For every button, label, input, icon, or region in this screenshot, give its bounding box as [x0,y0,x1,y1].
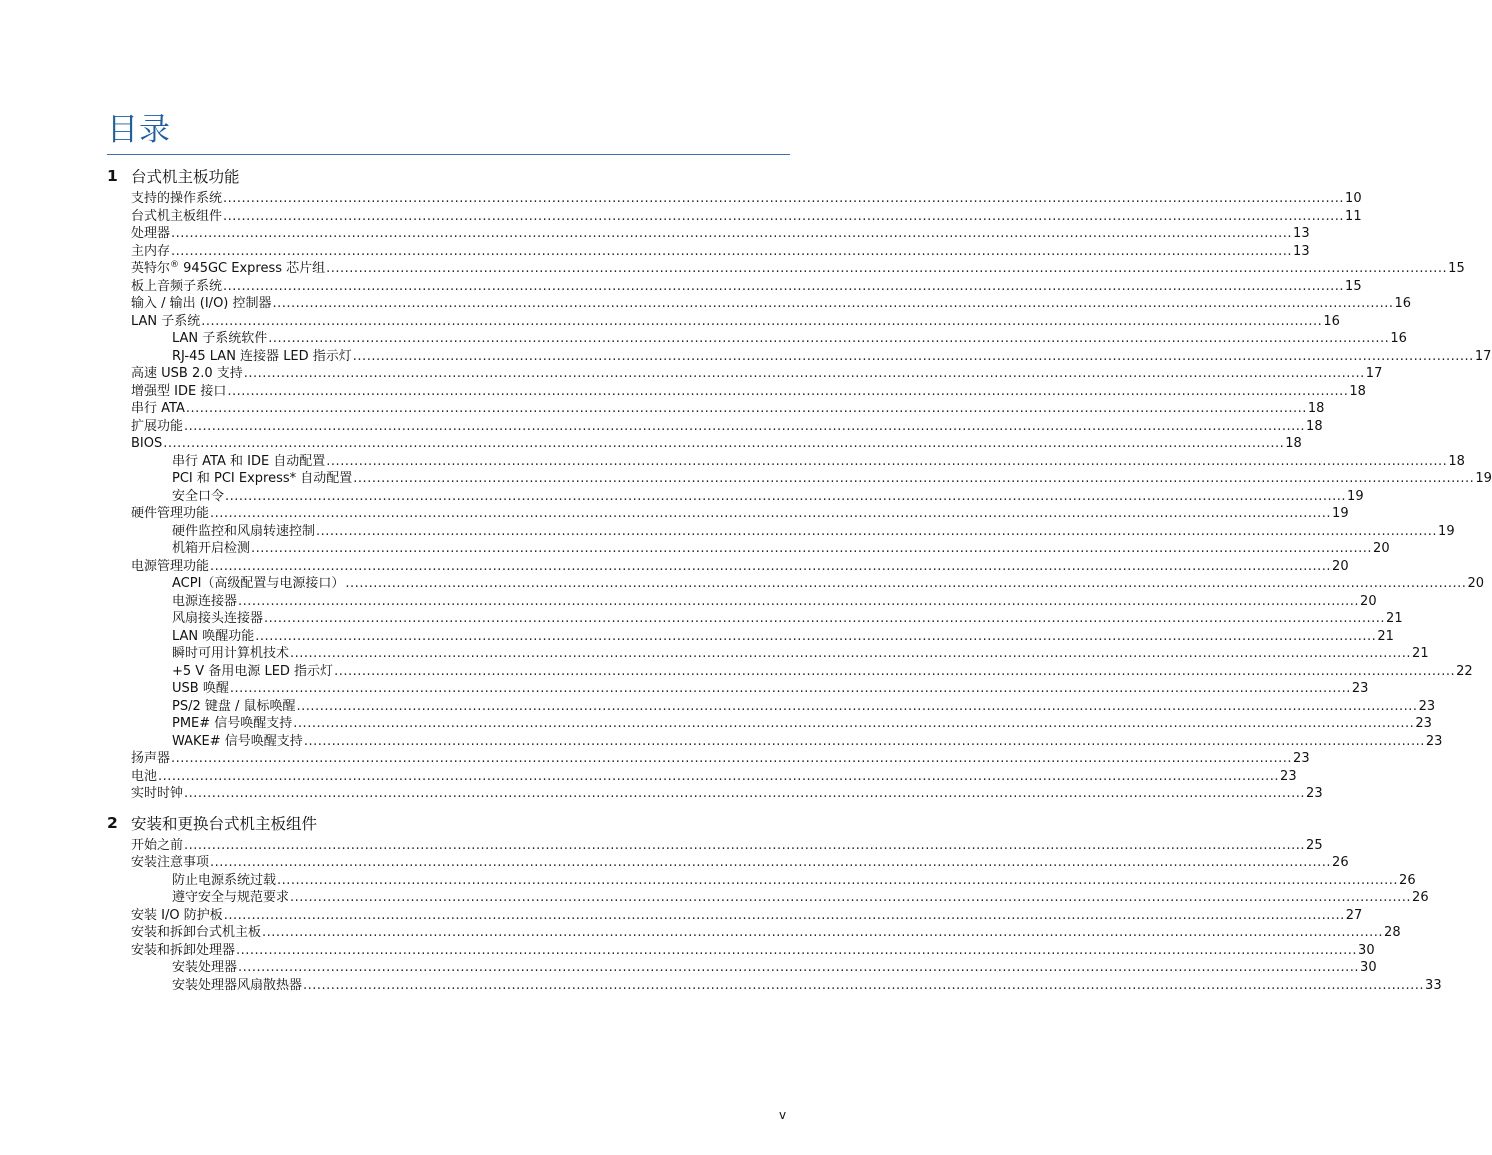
toc-entry-label: 主内存 [131,243,171,259]
toc-entry[interactable] [131,399,1325,417]
toc-entry-page: 19 [1438,523,1455,539]
toc-entry[interactable] [131,556,1349,574]
toc-entry[interactable] [131,504,1349,522]
toc-entry[interactable] [172,714,1432,732]
toc-entry[interactable] [131,224,1310,242]
toc-entry-page: 18 [1349,383,1366,399]
toc-entry-label: PCI 和 PCI Express* 自动配置 [172,471,353,486]
chapter-heading[interactable] [107,165,240,187]
toc-entry-label: 开始之前 [131,837,184,853]
toc-entry-page: 23 [1306,786,1323,801]
toc-entry[interactable] [131,276,1362,294]
toc-entry-page: 33 [1425,977,1442,993]
toc-entry-page: 23 [1293,751,1310,766]
toc-entry-page: 30 [1360,960,1377,975]
toc-entry-label: 安装 I/O 防护板 [131,907,223,923]
toc-entry[interactable] [131,259,1465,277]
chapter-title: 台式机主板功能 [131,168,240,186]
title-divider [107,154,790,155]
toc-entry-label: 台式机主板组件 [131,208,223,224]
toc-entry-label: 硬件管理功能 [131,506,210,521]
toc-entry-page: 30 [1358,942,1375,958]
toc-dot-leader: .................................................................................................................................................................................................................................................. [210,855,1332,870]
toc-entry-label: 扬声器 [131,751,171,766]
toc-entry-page: 13 [1293,243,1310,259]
toc-entry-page: 25 [1306,837,1323,853]
toc-dot-leader: .................................................................................................................................................................................................................................................. [316,523,1438,539]
toc-entry[interactable] [131,434,1302,452]
toc-dot-leader: .................................................................................................................................................................................................................................................. [262,925,1384,940]
toc-dot-leader: .................................................................................................................................................................................................................................................. [293,716,1415,731]
toc-entry-page: 15 [1345,278,1362,294]
toc-dot-leader: .................................................................................................................................................................................................................................................. [223,191,1345,206]
toc-entry-page: 19 [1332,506,1349,521]
toc-dot-leader: .................................................................................................................................................................................................................................................. [243,366,1365,381]
toc-entry-label: BIOS [131,436,163,451]
toc-entry-page: 16 [1323,313,1340,329]
toc-dot-leader: .................................................................................................................................................................................................................................................. [185,401,1307,416]
toc-entry-page: 10 [1345,191,1362,206]
toc-dot-leader: .................................................................................................................................................................................................................................................. [353,471,1475,486]
toc-entry[interactable] [131,416,1323,434]
toc-entry-label-text: 英特尔 [131,261,171,276]
toc-entry[interactable] [131,835,1323,853]
toc-entry[interactable] [172,626,1394,644]
toc-entry[interactable] [172,346,1492,364]
toc-entry-page: 21 [1386,611,1403,626]
toc-entry-page: 18 [1306,418,1323,434]
toc-entry[interactable] [172,661,1473,679]
toc-dot-leader: .................................................................................................................................................................................................................................................. [326,453,1448,469]
chapter-number: 2 [107,814,118,832]
toc-entry[interactable] [172,609,1403,627]
toc-entry-page: 18 [1307,401,1325,416]
toc-dot-leader: .................................................................................................................................................................................................................................................. [352,348,1474,364]
toc-dot-leader: .................................................................................................................................................................................................................................................. [264,611,1386,626]
toc-dot-leader: .................................................................................................................................................................................................................................................. [223,208,1345,224]
toc-entry[interactable] [131,923,1401,941]
toc-entry-page: 16 [1394,296,1412,311]
toc-entry-label: 电源管理功能 [131,558,210,574]
toc-dot-leader: .................................................................................................................................................................................................................................................. [210,558,1332,574]
toc-entry-page: 20 [1332,558,1349,574]
toc-entry-label: 防止电源系统过载 [172,872,277,888]
toc-entry-label: 实时时钟 [131,786,184,801]
toc-dot-leader: .................................................................................................................................................................................................................................................. [238,593,1360,609]
toc-entry[interactable] [172,329,1407,347]
toc-entry-page: 20 [1360,593,1377,609]
toc-entry-page: 16 [1390,331,1407,346]
toc-entry-label: 安装处理器风扇散热器 [172,977,303,993]
toc-entry-label: LAN 子系统 [131,313,201,329]
toc-entry-page: 21 [1412,646,1429,661]
toc-dot-leader: .................................................................................................................................................................................................................................................. [272,296,1394,311]
toc-dot-leader: .................................................................................................................................................................................................................................................. [326,261,1448,276]
toc-entry[interactable] [131,206,1362,224]
toc-entry-page: 18 [1448,453,1465,469]
registered-mark: ® [170,260,180,270]
toc-entry[interactable] [131,364,1383,382]
toc-entry-label: 高速 USB 2.0 支持 [131,366,243,381]
toc-entry-page: 20 [1373,541,1390,556]
toc-dot-leader: .................................................................................................................................................................................................................................................. [171,226,1293,241]
toc-entry[interactable] [172,696,1436,714]
toc-entry[interactable] [172,975,1442,993]
toc-entry-label: 风扇接头连接器 [172,611,264,626]
toc-entry[interactable] [131,311,1340,329]
toc-entry-label: 串行 ATA [131,401,185,416]
toc-dot-leader: .................................................................................................................................................................................................................................................. [158,768,1280,784]
toc-entry-label: 电源连接器 [172,593,238,609]
toc-entry[interactable] [172,870,1416,888]
toc-entry[interactable] [131,189,1362,207]
toc-dot-leader: .................................................................................................................................................................................................................................................. [171,243,1293,259]
toc-entry-label: 机箱开启检测 [172,541,251,556]
toc-entry-page: 23 [1418,698,1436,714]
toc-entry-label-rest: 945GC Express 芯片组 [179,261,326,276]
toc-entry-page: 23 [1425,733,1443,749]
toc-entry[interactable] [131,241,1310,259]
toc-entry-label: ACPI（高级配置与电源接口） [172,576,345,591]
toc-entry-page: 21 [1377,628,1394,644]
toc-entry[interactable] [172,731,1443,749]
toc-dot-leader: .................................................................................................................................................................................................................................................. [229,681,1351,696]
toc-dot-leader: .................................................................................................................................................................................................................................................. [223,278,1345,294]
toc-entry[interactable] [172,469,1492,487]
toc-entry-page: 17 [1474,348,1492,364]
toc-entry-page: 23 [1351,681,1369,696]
toc-entry-label [131,261,325,276]
toc-entry-page: 19 [1475,471,1492,486]
toc-entry-label: WAKE# 信号唤醒支持 [172,733,303,749]
toc-entry[interactable] [131,294,1412,312]
toc-entry-label: 增强型 IDE 接口 [131,383,227,399]
toc-dot-leader: .................................................................................................................................................................................................................................................. [184,837,1306,853]
toc-entry-label: 安装和拆卸处理器 [131,942,236,958]
toc-entry-label: 安装处理器 [172,960,238,975]
toc-entry-page: 15 [1448,261,1465,276]
toc-entry-label: 电池 [131,768,158,784]
chapter-heading[interactable] [107,812,317,834]
toc-entry[interactable] [172,451,1465,469]
toc-entry-label: 安装和拆卸台式机主板 [131,925,262,940]
toc-entry-page: 19 [1347,488,1364,504]
toc-dot-leader: .................................................................................................................................................................................................................................................. [184,418,1306,434]
toc-entry-label: RJ-45 LAN 连接器 LED 指示灯 [172,348,352,364]
toc-entry[interactable] [172,644,1429,662]
page-number: v [779,1108,787,1122]
toc-entry[interactable] [131,749,1310,767]
toc-entry[interactable] [131,784,1323,802]
toc-entry-page: 23 [1280,768,1297,784]
toc-entry-label: 扩展功能 [131,418,184,434]
toc-entry[interactable] [172,574,1484,592]
toc-entry[interactable] [172,679,1369,697]
toc-entry-page: 13 [1293,226,1310,241]
toc-entry-label: +5 V 备用电源 LED 指示灯 [172,663,334,679]
page-title: 目录 [107,112,171,148]
toc-dot-leader: .................................................................................................................................................................................................................................................. [227,383,1349,399]
toc-entry-page: 26 [1332,855,1349,870]
toc-dot-leader: .................................................................................................................................................................................................................................................. [201,313,1323,329]
toc-entry-label: 安全口令 [172,488,225,504]
toc-dot-leader: .................................................................................................................................................................................................................................................. [277,872,1399,888]
toc-dot-leader: .................................................................................................................................................................................................................................................. [345,576,1467,591]
toc-entry-page: 20 [1467,576,1484,591]
toc-entry[interactable] [131,381,1366,399]
toc-dot-leader: .................................................................................................................................................................................................................................................. [251,541,1373,556]
toc-entry[interactable] [172,888,1429,906]
toc-entry-label: PS/2 键盘 / 鼠标唤醒 [172,698,296,714]
toc-entry-page: 18 [1285,436,1302,451]
toc-entry-label: 串行 ATA 和 IDE 自动配置 [172,453,326,469]
toc-entry-page: 22 [1456,663,1473,679]
toc-dot-leader: .................................................................................................................................................................................................................................................. [236,942,1358,958]
toc-entry-label: USB 唤醒 [172,681,229,696]
toc-entry-page: 27 [1345,907,1363,923]
toc-dot-leader: .................................................................................................................................................................................................................................................. [303,977,1425,993]
toc-entry-label: 遵守安全与规范要求 [172,890,290,905]
toc-entry-label: 处理器 [131,226,171,241]
toc-entry[interactable] [131,905,1363,923]
toc-dot-leader: .................................................................................................................................................................................................................................................. [290,890,1412,905]
toc-dot-leader: .................................................................................................................................................................................................................................................. [238,960,1360,975]
toc-dot-leader: .................................................................................................................................................................................................................................................. [225,488,1347,504]
toc-dot-leader: .................................................................................................................................................................................................................................................. [255,628,1377,644]
toc-dot-leader: .................................................................................................................................................................................................................................................. [171,751,1293,766]
toc-entry-label: PME# 信号唤醒支持 [172,716,293,731]
toc-dot-leader: .................................................................................................................................................................................................................................................. [268,331,1390,346]
toc-entry[interactable] [172,539,1390,557]
toc-dot-leader: .................................................................................................................................................................................................................................................. [163,436,1285,451]
toc-entry[interactable] [172,591,1377,609]
toc-entry-page: 17 [1365,366,1383,381]
toc-entry[interactable] [172,958,1377,976]
toc-entry-page: 26 [1412,890,1429,905]
toc-entry[interactable] [131,940,1375,958]
toc-entry-label: LAN 唤醒功能 [172,628,255,644]
toc-dot-leader: .................................................................................................................................................................................................................................................. [296,698,1418,714]
toc-entry[interactable] [172,521,1455,539]
chapter-number: 1 [107,167,118,185]
chapter-title: 安装和更换台式机主板组件 [131,815,318,833]
toc-entry-label: LAN 子系统软件 [172,331,268,346]
toc-entry-label: 瞬时可用计算机技术 [172,646,290,661]
toc-entry-label: 硬件监控和风扇转速控制 [172,523,316,539]
toc-dot-leader: .................................................................................................................................................................................................................................................. [303,733,1425,749]
toc-entry-page: 23 [1415,716,1432,731]
toc-entry-label: 安装注意事项 [131,855,210,870]
toc-entry-page: 11 [1345,208,1362,224]
toc-entry-page: 26 [1399,872,1416,888]
toc-entry[interactable] [172,486,1364,504]
toc-entry-page: 28 [1384,925,1401,940]
toc-dot-leader: .................................................................................................................................................................................................................................................. [210,506,1332,521]
toc-dot-leader: .................................................................................................................................................................................................................................................. [223,907,1345,923]
toc-dot-leader: .................................................................................................................................................................................................................................................. [290,646,1412,661]
toc-entry[interactable] [131,853,1349,871]
toc-entry-label: 支持的操作系统 [131,191,223,206]
toc-dot-leader: .................................................................................................................................................................................................................................................. [334,663,1456,679]
toc-entry[interactable] [131,766,1297,784]
toc-dot-leader: .................................................................................................................................................................................................................................................. [184,786,1306,801]
toc-entry-label: 板上音频子系统 [131,278,223,294]
toc-entry-label: 输入 / 输出 (I/O) 控制器 [131,296,272,311]
